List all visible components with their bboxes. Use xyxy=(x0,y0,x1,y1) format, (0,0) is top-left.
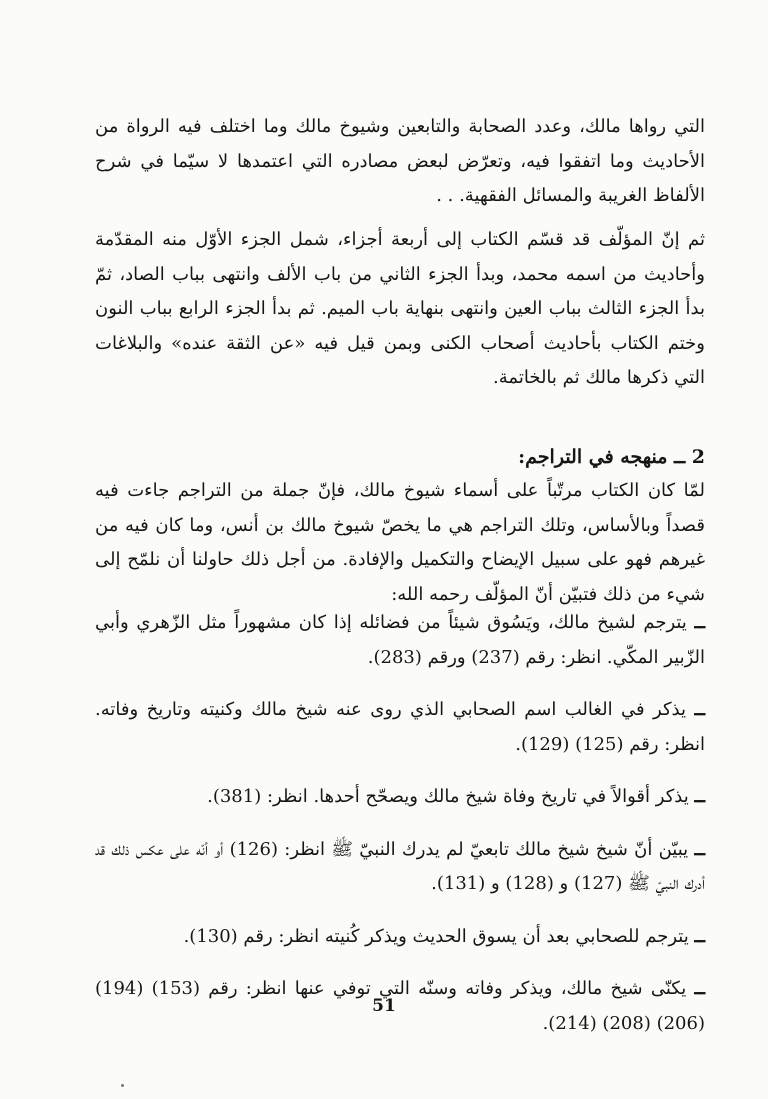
paragraph-book-division: ثم إنّ المؤلّف قد قسّم الكتاب إلى أربعة أجزاء، شمل الجزء الأوّل منه المقدّمة وأحاديث من اسمه محمد، وبدأ الجزء الثاني من باب الألف وانتهى بباب الصاد، ثمّ بدأ الجزء الثالث بباب العين وانتهى بنهاية باب الميم. ثم بدأ الجزء الرابع بباب النون وختم الكتاب بأحاديث أصحاب الكنى وبمن قيل فيه «عن الثقة عنده» والبلاغات التي ذكرها مالك ثم بالخاتمة. xyxy=(95,229,705,388)
list-item-text: يذكر في الغالب اسم الصحابي الذي روى عنه شيخ مالك وكنيته وتاريخ وفاته. انظر: رقم (125) (129). xyxy=(95,699,705,755)
method-list xyxy=(95,588,705,1049)
list-dash: ــ xyxy=(694,978,705,999)
list-item xyxy=(95,780,705,815)
list-item xyxy=(95,833,705,902)
scan-speck xyxy=(121,1084,124,1087)
list-dash: ــ xyxy=(694,612,705,633)
list-item-text: يترجم لشيخ مالك، ويَسُوق شيئاً من فضائله إذا كان مشهوراً مثل الزّهري وأبي الزّبير المكّي. انظر: رقم (237) ورقم (283). xyxy=(95,612,705,668)
list-item xyxy=(95,693,705,762)
paragraph-method: لمّا كان الكتاب مرتّباً على أسماء شيوخ مالك، فإنّ جملة من التراجم جاءت فيه قصداً وبالأساس، وتلك التراجم هي ما يخصّ شيوخ مالك بن أنس، وما كان فيه من غيرهم فهو على سبيل الإيضاح والتكميل والإفادة. من أجل ذلك حاولنا أن نلمّح إلى شيء من ذلك فتبيّن أنّ المؤلّف رحمه الله: xyxy=(95,480,705,605)
list-item-text: يترجم للصحابي بعد أن يسوق الحديث ويذكر كُنيته انظر: رقم (130). xyxy=(183,925,689,947)
list-item-text: يذكر أقوالاً في تاريخ وفاة شيخ مالك ويصحّح أحدها. انظر: (381). xyxy=(207,786,689,807)
list-item-text: يبيّن أنّ شيخ شيخ مالك تابعيّ لم يدرك النبيّ ﷺ انظر: (126) أو أنّه على عكس ذلك قد أدرك النبيّ ﷺ (127) و (128) و (131). xyxy=(95,838,705,894)
list-dash: ــ xyxy=(694,838,705,860)
list-dash: ــ xyxy=(694,786,705,807)
paragraph-intro: التي رواها مالك، وعدد الصحابة والتابعين وشيوخ مالك وما اختلف فيه الرواة من الأحاديث وما اتفقوا فيه، وتعرّض لبعض مصادره التي اعتمدها لا سيّما في شرح الألفاظ الغريبة والمسائل الفقهية. . . xyxy=(95,116,705,206)
list-dash: ــ xyxy=(694,925,705,947)
page-number: 51 xyxy=(372,996,396,1016)
list-item xyxy=(95,606,705,675)
list-dash: ــ xyxy=(694,699,705,720)
list-item-text: يكنّى شيخ مالك، ويذكر وفاته وسنّه التي توفي عنها انظر: رقم (153) (194) (206) (208) (214). xyxy=(95,978,705,1034)
section-heading: 2 ــ منهجه في التراجم: xyxy=(518,445,705,468)
list-item xyxy=(95,920,705,955)
